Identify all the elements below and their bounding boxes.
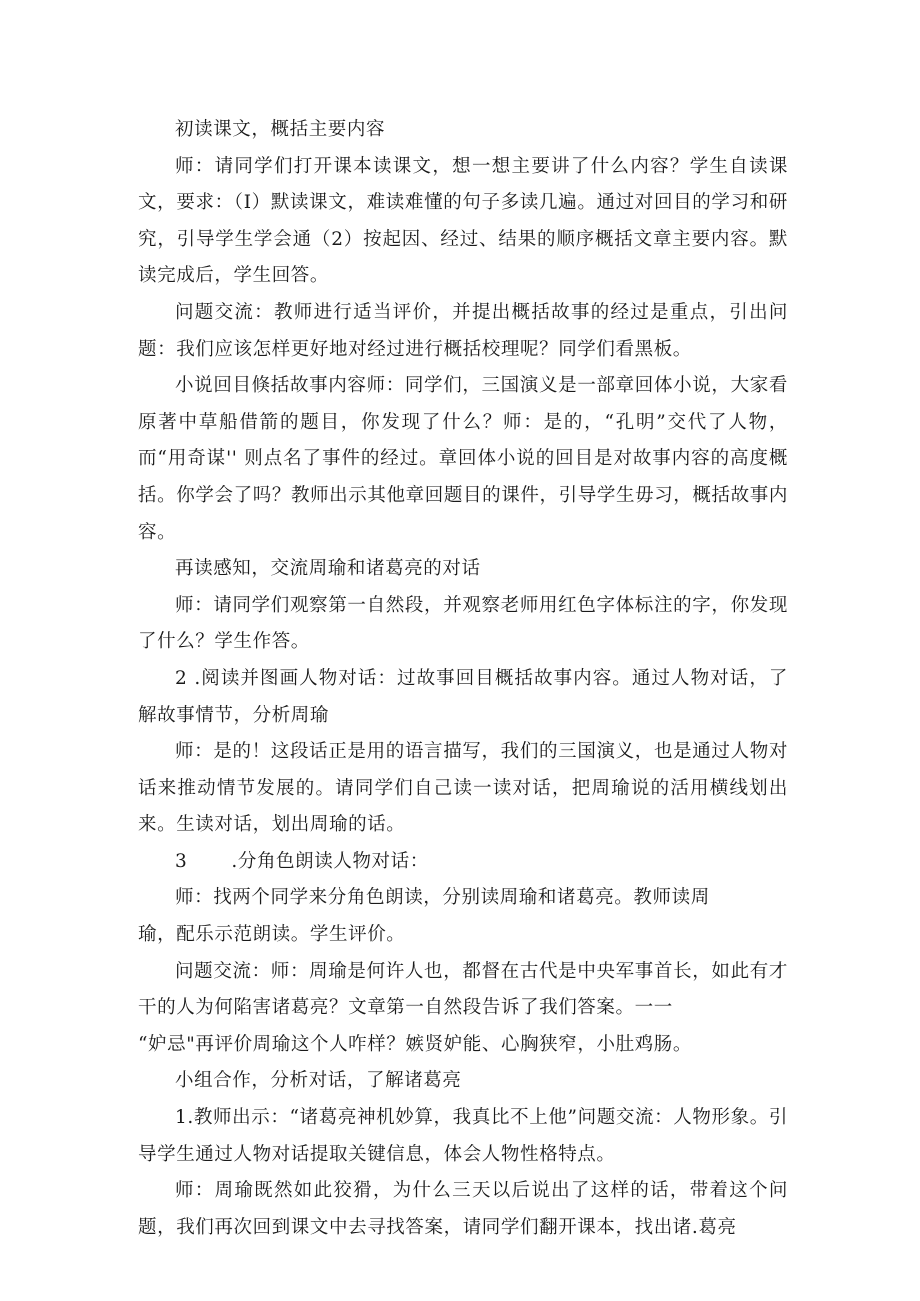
list-number: 3 [175,850,188,872]
document-body [138,112,788,1246]
paragraph-continuation: “妒忌"再评价周瑜这个人咋样？嫉贤妒能、心胸狭窄，小肚鸡肠。 [138,1033,692,1055]
paragraph: 师：找两个同学来分角色朗读，分别读周瑜和诸葛亮。教师读周 [175,887,710,909]
paragraph: 师：是的！这段话正是用的语言描写，我们的三国演义，也是通过人物对话来推动情节发展的。请同学们自己读一读对话，把周瑜说的活用横线划出来。生读对话，划出周瑜的话。 [138,741,788,836]
paragraph: 师：请同学们打开课本读课文，想一想主要讲了什么内容？学生自读课文，要求：（I）默读课文，难读难懂的句子多读几遍。通过对回目的学习和研究，引导学生学会通（2）按起因、经过、结果的顺序概括文章主要内容。默读完成后，学生回答。 [138,155,788,287]
paragraph: 问题交流：教师进行适当评价，并提出概括故事的经过是重点，引出问题：我们应该怎样更好地对经过进行概括校理呢？同学们看黑板。 [138,301,788,360]
paragraph: 师：周瑜既然如此狡猾，为什么三天以后说出了这样的话，带着这个问题，我们再次回到课文中去寻找答案，请同学们翻开课本，找出诸.葛亮 [138,1180,788,1238]
section-heading: 再读感知，交流周瑜和诸葛亮的对话 [175,558,481,580]
list-title: .分角色朗读人物对话： [231,850,429,872]
paragraph: 问题交流：师：周瑜是何许人也，都督在古代是中央军事首长，如此有才干的人为何陷害诸葛亮？文章第一自然段告诉了我们答案。一一 [138,960,788,1019]
list-item-heading [138,844,788,881]
paragraph: 师：请同学们观察第一自然段，并观察老师用红色字体标注的字，你发现了什么？学生作答。 [138,594,788,653]
section-heading: 小组合作，分析对话，了解诸葛亮 [175,1070,462,1092]
section-heading: 初读课文，概括主要内容 [175,119,386,140]
paragraph-continuation: 瑜，配乐示范朗读。学生评价。 [138,924,406,946]
paragraph: 2 .阅读并图画人物对话：过故事回目概括故事内容。通过人物对话，了解故事情节，分析周瑜 [138,667,788,726]
paragraph: 1.教师出示：“诸葛亮神机妙算，我真比不上他”问题交流：人物形象。引导学生通过人物对话提取关键信息，体会人物性格特点。 [138,1107,788,1165]
paragraph: 小说回目倏括故事内容师：同学们，三国演义是一部章回体小说，大家看原著中草船借箭的题目，你发现了什么？师：是的，“孔明”交代了人物，而“用奇谋'' 则点名了事件的经过。章回体小说的回目是对故事内容的高度概括。你学会了吗？教师出示其他章回题目的课件，引导学生毋习，概括故事内容。 [138,375,788,543]
